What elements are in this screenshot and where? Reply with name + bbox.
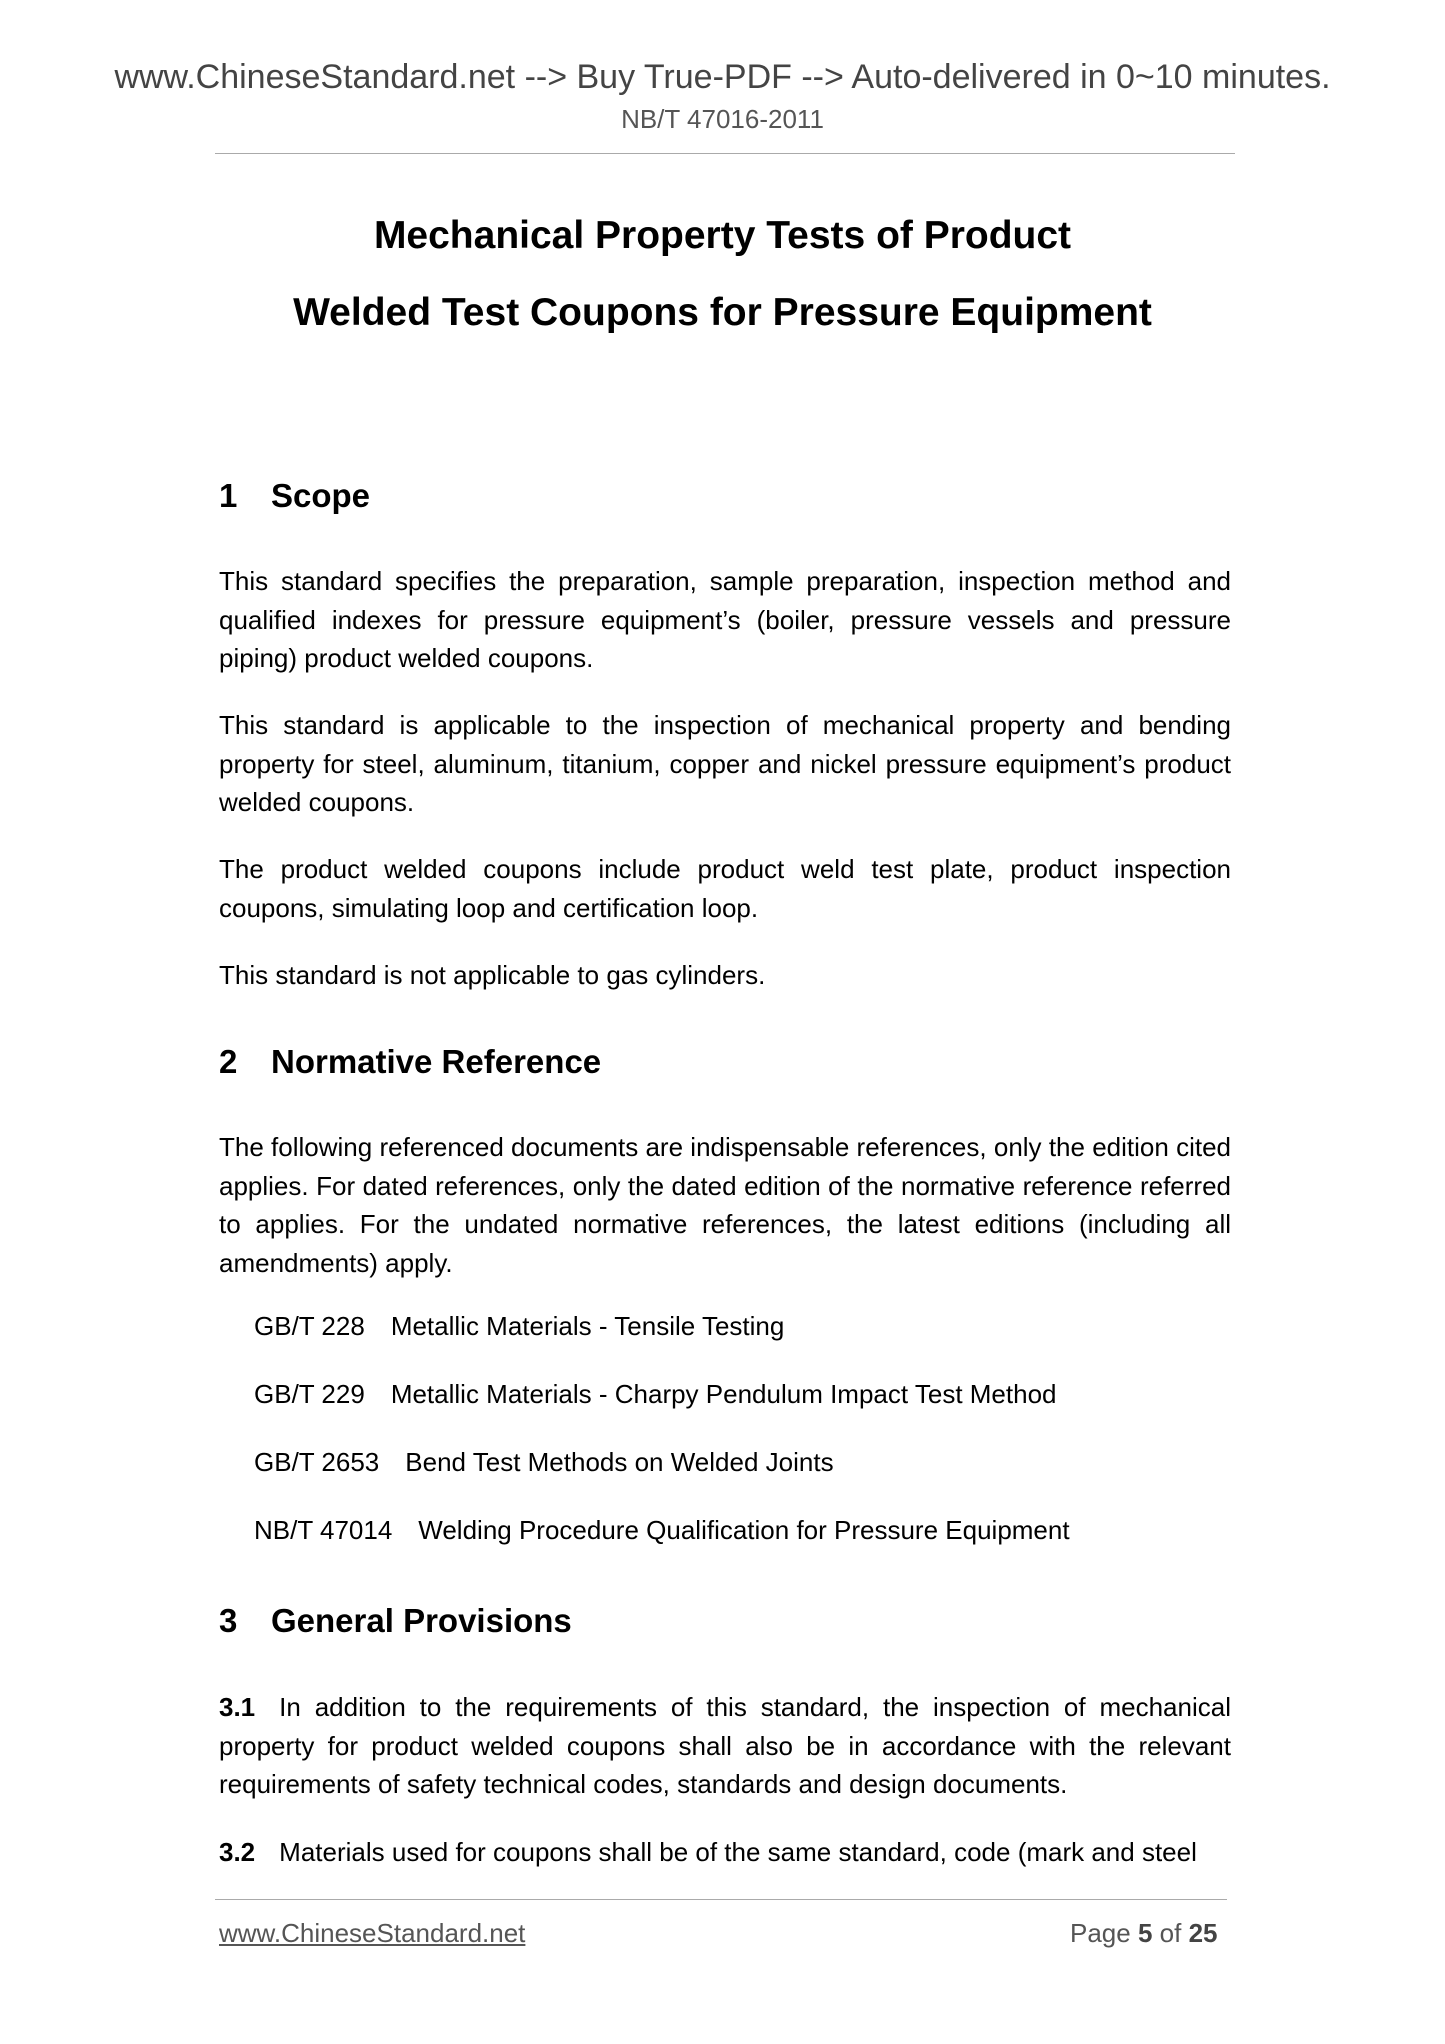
clause-text: In addition to the requirements of this standard, the inspection of mechanical property for product welded coupons shall also be in accordance with the relevant requirements of safety technical codes, standards and design documents. — [219, 1692, 1231, 1799]
header-divider — [215, 153, 1235, 154]
reference-code: GB/T 2653 — [254, 1447, 380, 1477]
scope-paragraph-3: The product welded coupons include product weld test plate, product inspection coupons, simulating loop and certification loop. — [219, 854, 1231, 923]
reference-title: Bend Test Methods on Welded Joints — [405, 1447, 834, 1477]
header-promo-link[interactable]: www.ChineseStandard.net --> Buy True-PDF --> Auto-delivered in 0~10 minutes. — [114, 58, 1331, 96]
reference-title: Metallic Materials - Charpy Pendulum Impact Test Method — [390, 1379, 1057, 1409]
normative-intro: The following referenced documents are indispensable references, only the edition cited applies. For dated references, only the dated edition of the normative reference referred to applies. For the undated normative references, the latest editions (including all amendments) apply. — [219, 1132, 1231, 1278]
footer-divider — [215, 1899, 1227, 1900]
reference-item — [254, 1311, 784, 1342]
footer-page-indicator — [1070, 1918, 1218, 1949]
header-standard-number: NB/T 47016-2011 — [621, 104, 824, 134]
document-title-line1: Mechanical Property Tests of Product — [373, 214, 1072, 257]
reference-item — [254, 1447, 834, 1478]
clause-3-2 — [219, 1833, 1231, 1872]
clause-text: Materials used for coupons shall be of the same standard, code (mark and steel — [279, 1837, 1197, 1867]
page-current: 5 — [1137, 1918, 1153, 1948]
section-number: 1 — [219, 477, 238, 514]
reference-title: Metallic Materials - Tensile Testing — [390, 1311, 785, 1341]
document-title-line2: Welded Test Coupons for Pressure Equipment — [293, 291, 1152, 334]
scope-paragraph-2: This standard is applicable to the inspection of mechanical property and bending property for steel, aluminum, titanium, copper and nickel pressure equipment’s product welded coupons. — [219, 710, 1231, 817]
section-title: Scope — [271, 477, 371, 514]
page-total: 25 — [1188, 1918, 1218, 1948]
scope-paragraph-4: This standard is not applicable to gas cylinders. — [219, 960, 766, 990]
section-title: Normative Reference — [271, 1043, 602, 1080]
section-1-heading — [219, 477, 370, 515]
footer-website-link[interactable]: www.ChineseStandard.net — [219, 1918, 526, 1948]
reference-code: NB/T 47014 — [254, 1515, 393, 1545]
scope-paragraph-1: This standard specifies the preparation, sample preparation, inspection method and qualified indexes for pressure equipment’s (boiler, pressure vessels and pressure piping) product welded coupons. — [219, 566, 1231, 673]
page-label: Page — [1070, 1918, 1131, 1948]
reference-title: Welding Procedure Qualification for Pressure Equipment — [418, 1515, 1070, 1545]
section-number: 2 — [219, 1043, 238, 1080]
section-number: 3 — [219, 1602, 238, 1639]
reference-code: GB/T 228 — [254, 1311, 365, 1341]
section-3-heading — [219, 1602, 572, 1640]
clause-number: 3.2 — [219, 1837, 256, 1867]
page-of: of — [1159, 1918, 1182, 1948]
section-title: General Provisions — [271, 1602, 572, 1639]
reference-item — [254, 1379, 1057, 1410]
clause-3-1 — [219, 1688, 1231, 1804]
section-2-heading — [219, 1043, 601, 1081]
reference-code: GB/T 229 — [254, 1379, 365, 1409]
reference-item — [254, 1515, 1070, 1546]
clause-number: 3.1 — [219, 1692, 256, 1722]
